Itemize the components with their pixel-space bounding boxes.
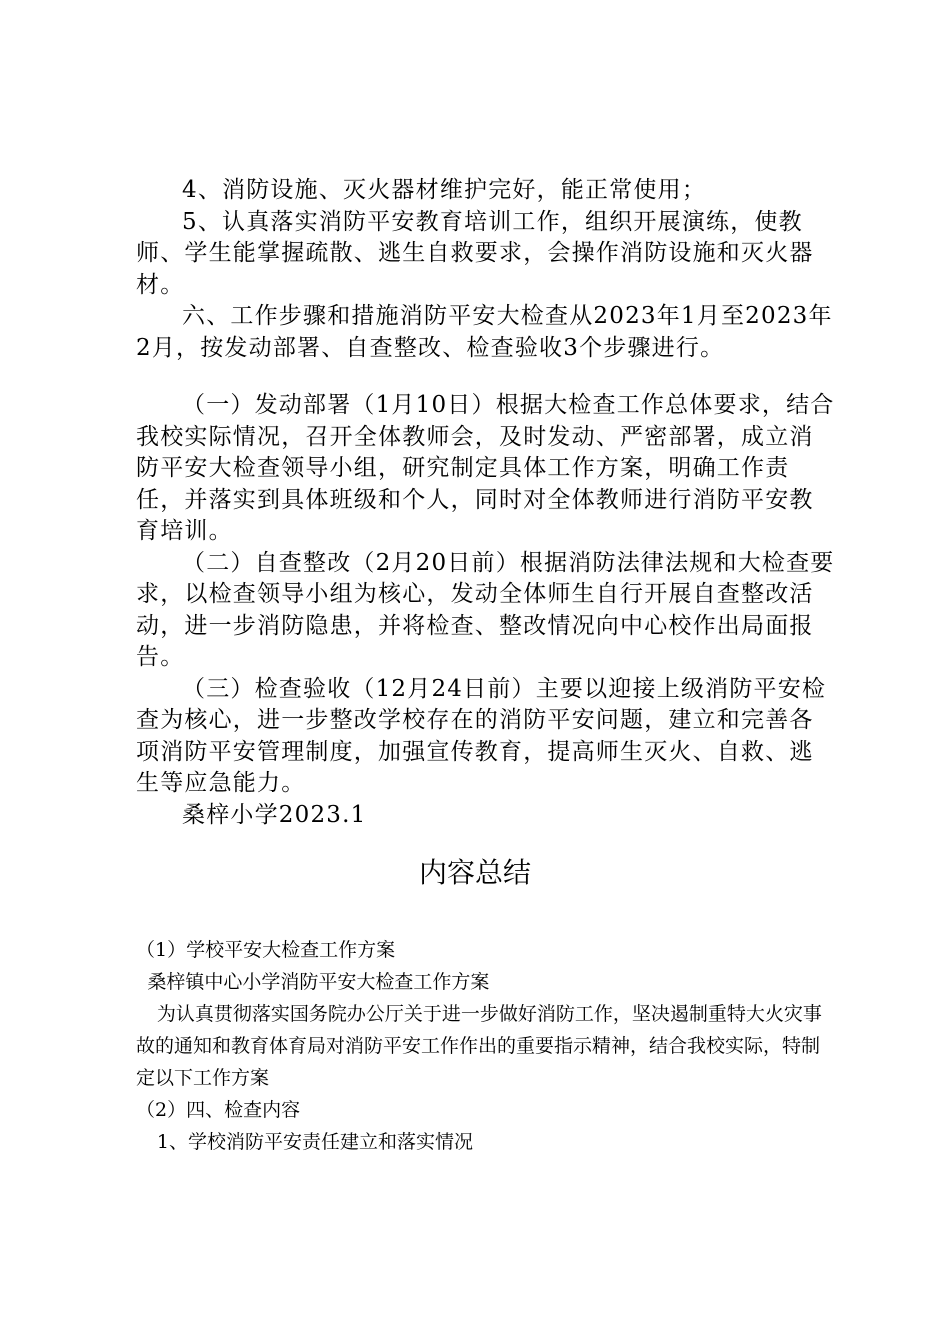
summary-line: 1、学校消防平安责任建立和落实情况 [156,1131,473,1153]
summary-line: （2）四、检查内容 [136,1099,301,1121]
summary-title: 内容总结 [418,856,531,889]
summary-line: 桑梓镇中心小学消防平安大检查工作方案 [147,971,490,993]
body-text [136,175,836,831]
paragraph-item-5: 5、认真落实消防平安教育培训工作，组织开展演练，使教师、学生能掌握疏散、逃生自救要求，会操作消防设施和灭火器材。 [136,208,814,298]
paragraph-step-2: （二）自查整改（2月20日前）根据消防法律法规和大检查要求，以检查领导小组为核心，发动全体师生自行开展自查整改活动，进一步消防隐患，并将检查、整改情况向中心校作出局面报告。 [136,549,835,670]
summary-line: （1）学校平安大检查工作方案 [136,939,396,961]
paragraph-step-1: （一）发动部署（1月10日）根据大检查工作总体要求，结合我校实际情况，召开全体教师会，及时发动、严密部署，成立消防平安大检查领导小组，研究制定具体工作方案，明确工作责任，并落实到具体班级和个人，同时对全体教师进行消防平安教育培训。 [136,392,835,544]
paragraph-step-3: （三）检查验收（12月24日前）主要以迎接上级消防平安检查为核心，进一步整改学校存在的消防平安问题，建立和完善各项消防平安管理制度，加强宣传教育，提高师生灭火、自救、逃生等应急能力。 [136,675,827,796]
signature: 桑梓小学2023.1 [182,801,367,828]
paragraph-item-4: 4、消防设施、灭火器材维护完好，能正常使用； [182,177,707,203]
paragraph-steps: 六、工作步骤和措施消防平安大检查从2023年1月至2023年2月，按发动部署、自查整改、检查验收3个步骤进行。 [136,303,833,361]
summary-section [136,934,826,1158]
summary-line: 为认真贯彻落实国务院办公厅关于进一步做好消防工作，坚决遏制重特大火灾事故的通知和教育体育局对消防平安工作作出的重要指示精神，结合我校实际，特制定以下工作方案 [136,1003,822,1089]
